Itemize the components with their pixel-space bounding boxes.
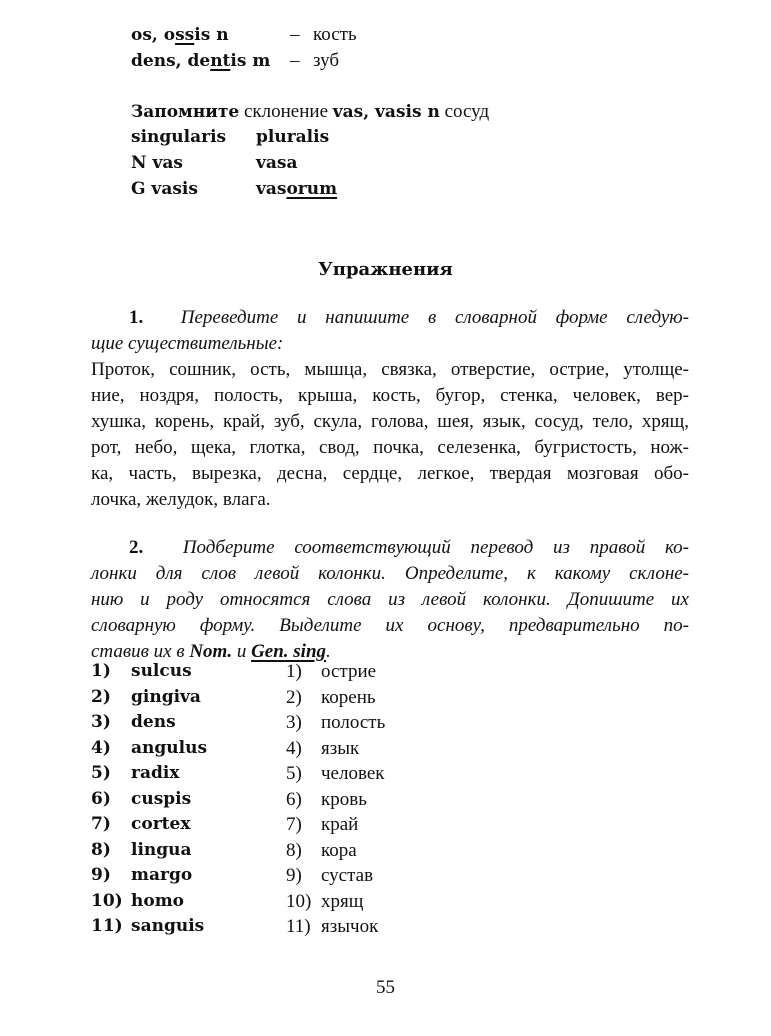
latin-term: cortex [131,814,191,834]
matching-row [91,687,691,713]
vocab-translation: кость [313,24,357,45]
russian-term: язычок [321,916,379,937]
right-number: 9) [286,865,302,886]
exercise-number: 2. [129,537,144,558]
latin-term: cuspis [131,788,192,809]
declension-header-singular: singularis [131,127,227,147]
remember-tail: сосуд [439,101,490,122]
exercise-instruction-line: ставив их в Nom. и Gen. sing. [91,641,331,662]
right-number: 11) [286,916,311,937]
declension-plural: vasorum [256,179,338,199]
remember-text: склонение [239,101,333,122]
vocab-latin: os, ossis n [131,25,229,45]
russian-term: край [321,814,359,835]
section-title: Упражнения [318,259,453,280]
exercise-1 [91,305,689,513]
latin-term: dens [131,712,176,732]
exercise-body-line: лочка, желудок, влага. [91,489,271,510]
right-number: 5) [286,763,302,784]
russian-term: острие [321,661,377,682]
matching-row [91,712,691,738]
vocab-dash: – [290,24,300,45]
declension-header-plural: pluralis [256,127,330,147]
remember-word: vas, vasis n [332,102,440,122]
vocab-row-2 [131,50,270,72]
right-number: 8) [286,839,302,861]
matching-row [91,916,691,942]
left-number: 1) [91,661,111,681]
page-number: 55 [376,977,395,998]
matching-row [91,891,691,917]
latin-term: homo [131,890,185,911]
left-number: 9) [91,865,111,885]
latin-term: margo [131,865,193,885]
left-number: 11) [91,916,123,936]
exercise-instruction-line: словарную форму. Выделите их основу, предварительно по- [91,615,689,636]
exercise-2 [91,535,689,665]
exercise-body-line: ние, ноздря, полость, крыша, кость, бугор, стенка, человек, вер- [91,385,689,406]
exercise-body-line: ка, часть, вырезка, десна, сердце, легкое, твердая мозговая обо- [91,463,689,484]
exercise-body-line: рот, небо, щека, глотка, свод, почка, селезенка, бугристость, нож- [91,437,689,458]
vocab-translation: зуб [313,50,340,71]
latin-term: sanguis [131,916,205,936]
exercise-instruction-line: 1. Переведите и напишите в словарной форме следую- [129,307,689,328]
russian-term: сустав [321,865,374,886]
left-number: 6) [91,788,111,809]
remember-lead: Запомните [131,102,240,122]
right-number: 10) [286,890,312,912]
left-number: 4) [91,737,111,758]
latin-term: radix [131,763,180,783]
matching-list [91,661,691,942]
exercise-instruction-line: нию и роду относятся слова из левой колонки. Допишите их [91,589,689,610]
russian-term: кровь [321,788,367,810]
declension-case: N vas [131,153,183,173]
russian-term: кора [321,839,357,861]
right-number: 4) [286,737,302,759]
left-number: 2) [91,686,111,707]
latin-term: angulus [131,737,208,758]
exercise-body-line: Проток, сошник, ость, мышца, связка, отверстие, острие, утолще- [91,359,689,380]
russian-term: корень [321,686,376,708]
vocab-latin: dens, dentis m [131,51,271,71]
left-number: 8) [91,839,111,860]
right-number: 2) [286,686,302,708]
remember-line [131,101,489,123]
russian-term: полость [321,712,386,733]
matching-row [91,865,691,891]
exercise-instruction-line: лонки для слов левой колонки. Определите, к какому склоне- [91,563,689,584]
matching-row [91,789,691,815]
vocab-dash: – [290,50,300,71]
exercise-number: 1. [129,307,144,328]
left-number: 7) [91,814,111,834]
left-number: 5) [91,763,111,783]
matching-row [91,763,691,789]
matching-row [91,738,691,764]
right-number: 7) [286,814,302,835]
left-number: 10) [91,890,123,911]
vocab-row-1 [131,24,229,46]
latin-term: sulcus [131,661,192,681]
right-number: 1) [286,661,302,682]
exercise-instruction-line: щие существительные: [91,333,284,354]
latin-term: lingua [131,839,192,860]
right-number: 6) [286,788,302,810]
exercise-body-line: хушка, корень, край, зуб, скула, голова, шея, язык, сосуд, тело, хрящ, [91,411,689,432]
declension-plural: vasa [256,153,298,173]
matching-row [91,814,691,840]
left-number: 3) [91,712,111,732]
latin-term: gingiva [131,686,201,707]
russian-term: хрящ [321,890,364,912]
exercise-instruction-line: 2. Подберите соответствующий перевод из правой ко- [129,537,690,558]
right-number: 3) [286,712,302,733]
matching-row [91,840,691,866]
russian-term: человек [321,763,385,784]
russian-term: язык [321,737,360,759]
matching-row [91,661,691,687]
declension-case: G vasis [131,179,198,199]
